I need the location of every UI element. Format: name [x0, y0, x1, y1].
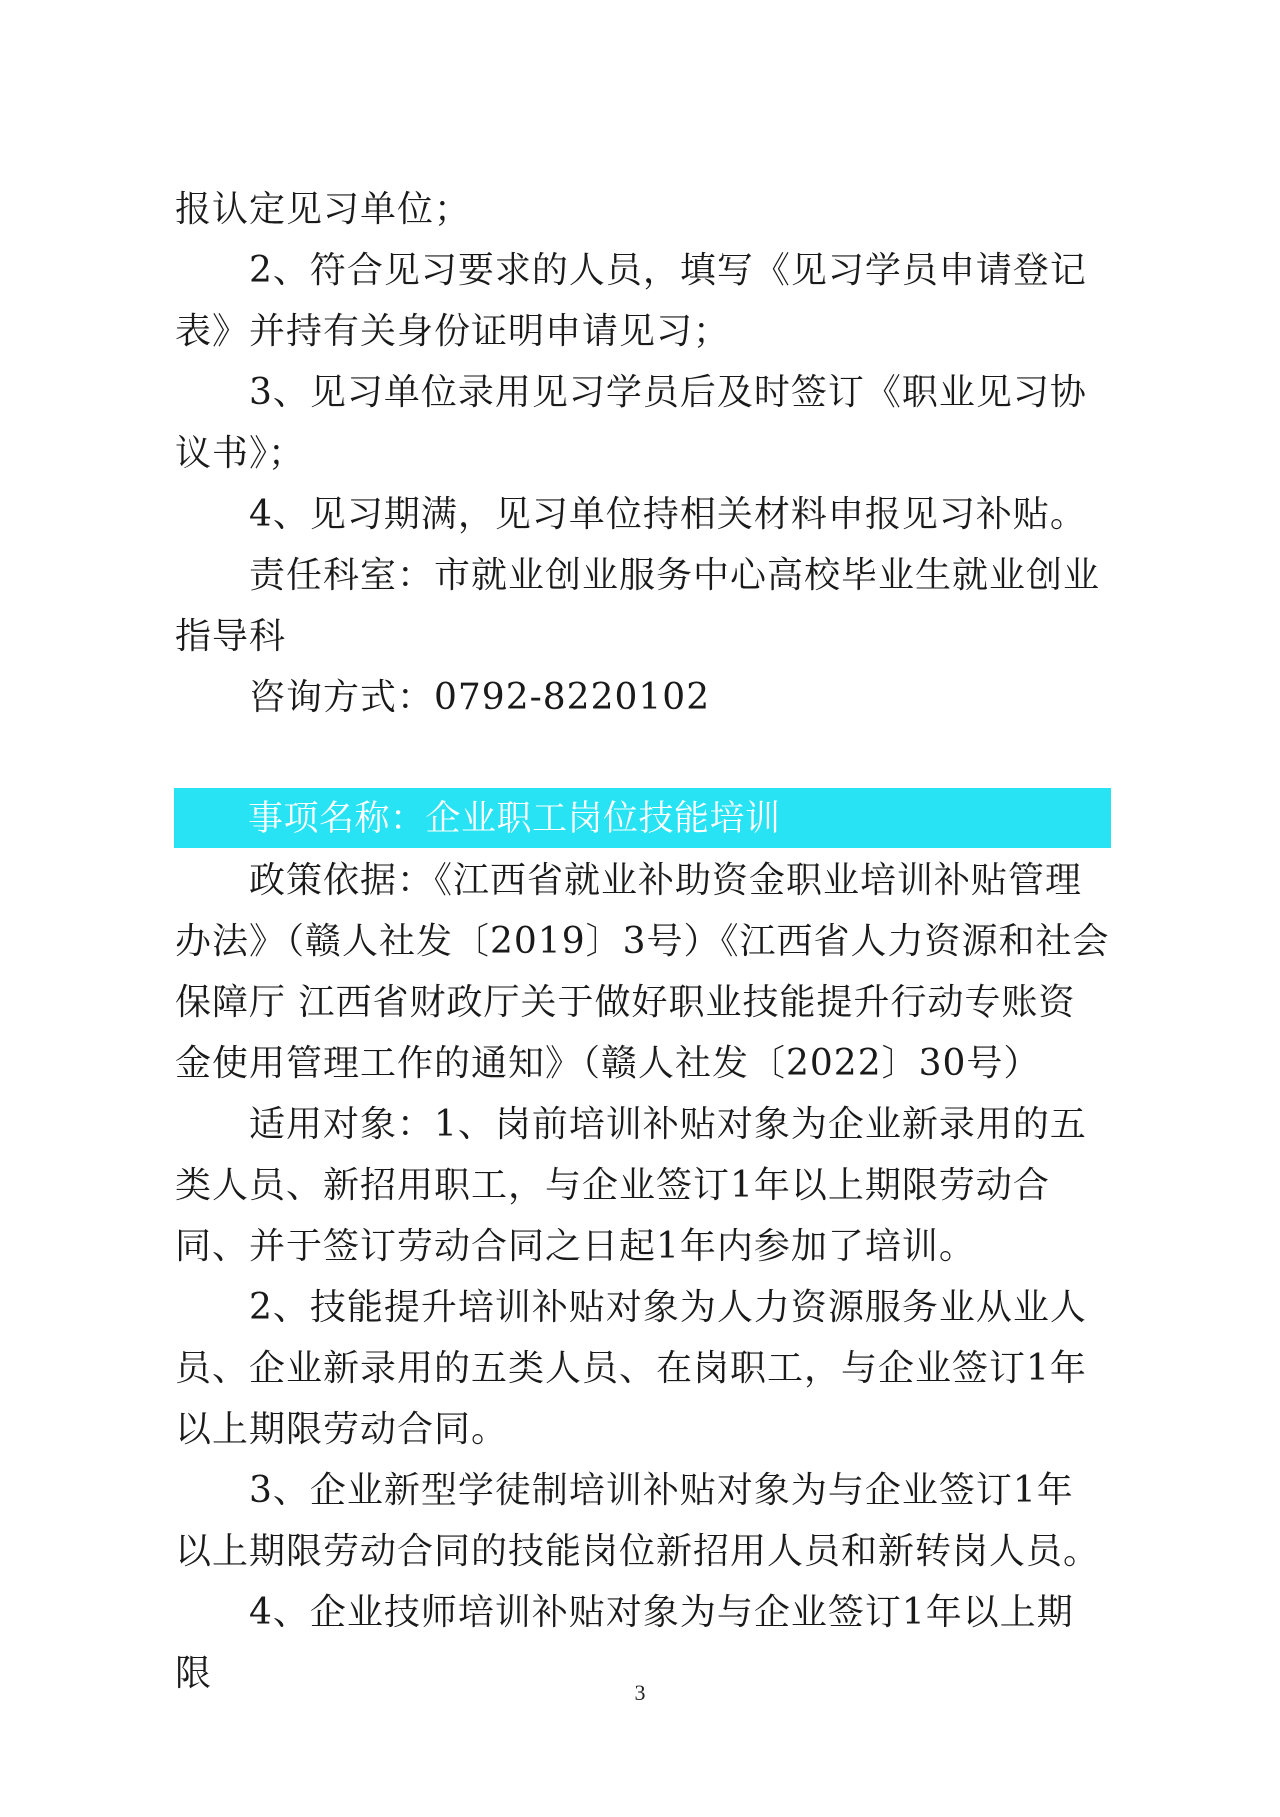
paragraph-applicable-4: 4、企业技师培训补贴对象为与企业签订1年以上期限: [175, 1592, 1074, 1694]
paragraph-policy-basis: 政策依据：《江西省就业补助资金职业培训补贴管理办法》（赣人社发〔2019〕3号）《江西省人力资源和社会保障厅 江西省财政厅关于做好职业技能提升行动专账资金使用管理工作的通知》（赣人社发〔2022〕30号）: [175, 860, 1110, 1084]
paragraph-applicable-1: 适用对象：1、岗前培训补贴对象为企业新录用的五类人员、新招用职工，与企业签订1年以上期限劳动合同、并于签订劳动合同之日起1年内参加了培训。: [175, 1104, 1087, 1267]
item-name-title: 事项名称：企业职工岗位技能培训: [248, 799, 781, 839]
section-bottom: [175, 850, 1110, 1704]
section-top: [175, 179, 1110, 728]
paragraph-step-3: 3、见习单位录用见习学员后及时签订《职业见习协议书》；: [175, 372, 1087, 474]
paragraph-contact: 咨询方式：0792-8220102: [249, 677, 711, 718]
item-name-banner: [174, 788, 1111, 848]
paragraph-responsible-office: 责任科室：市就业创业服务中心高校毕业生就业创业指导科: [175, 555, 1101, 657]
paragraph-continuation: 报认定见习单位；: [175, 189, 472, 230]
page-number: 3: [634, 1680, 646, 1705]
paragraph-applicable-2: 2、技能提升培训补贴对象为人力资源服务业从业人员、企业新录用的五类人员、在岗职工，与企业签订1年以上期限劳动合同。: [175, 1287, 1087, 1450]
paragraph-step-4: 4、见习期满，见习单位持相关材料申报见习补贴。: [249, 494, 1087, 535]
paragraph-applicable-3: 3、企业新型学徒制培训补贴对象为与企业签订1年以上期限劳动合同的技能岗位新招用人员和新转岗人员。: [175, 1470, 1101, 1572]
paragraph-step-2: 2、符合见习要求的人员，填写《见习学员申请登记表》并持有关身份证明申请见习；: [175, 250, 1087, 352]
